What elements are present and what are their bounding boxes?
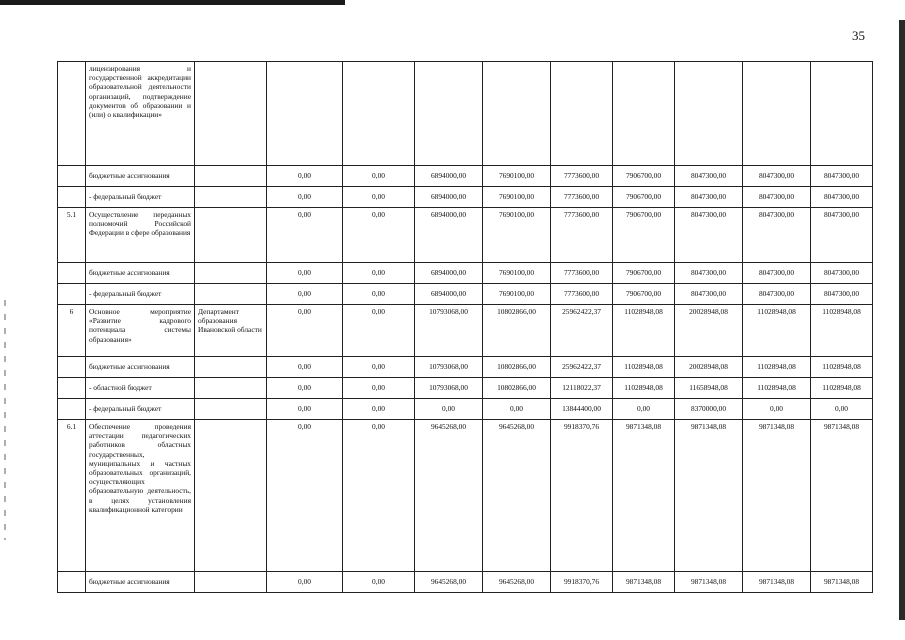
row-value-cell: 25962422,37 [551,305,613,357]
row-value-cell: 7690100,00 [483,187,551,208]
row-description-cell: - федеральный бюджет [86,399,195,420]
scan-edge-right [899,20,905,620]
row-description-cell: Основное мероприятие «Развитие кадрового потенциала системы образования» [86,305,195,357]
row-value-cell: 6894000,00 [415,284,483,305]
row-code-cell [58,166,86,187]
row-value-cell: 8047300,00 [811,208,873,263]
row-code-cell [58,263,86,284]
table-row [58,399,873,420]
row-description-cell: - областной бюджет [86,378,195,399]
row-value-cell: 7906700,00 [613,263,675,284]
row-value-cell: 11028948,08 [613,357,675,378]
row-value-cell: 7690100,00 [483,263,551,284]
row-value-cell: 8047300,00 [743,208,811,263]
row-value-cell: 11028948,08 [613,378,675,399]
row-value-cell: 7773600,00 [551,187,613,208]
row-value-cell: 9871348,08 [675,572,743,593]
row-value-cell: 0,00 [343,357,415,378]
row-responsible-cell [195,284,267,305]
row-value-cell: 9918370,76 [551,572,613,593]
row-value-cell: 0,00 [343,378,415,399]
row-value-cell: 9645268,00 [415,572,483,593]
row-responsible-cell [195,187,267,208]
row-value-cell: 7773600,00 [551,263,613,284]
row-value-cell: 11028948,08 [613,305,675,357]
table-row [58,208,873,263]
row-value-cell: 0,00 [267,166,343,187]
row-responsible-cell [195,166,267,187]
row-value-cell: 10793068,00 [415,378,483,399]
row-value-cell: 6894000,00 [415,263,483,284]
row-value-cell: 8047300,00 [811,263,873,284]
row-code-cell [58,378,86,399]
row-responsible-cell [195,378,267,399]
row-value-cell [483,62,551,166]
row-code-cell [58,572,86,593]
row-code-cell: 5.1 [58,208,86,263]
row-value-cell: 0,00 [483,399,551,420]
row-value-cell: 9645268,00 [415,420,483,572]
row-value-cell: 25962422,37 [551,357,613,378]
row-value-cell: 0,00 [343,572,415,593]
row-value-cell: 0,00 [267,187,343,208]
row-value-cell [811,62,873,166]
row-value-cell: 8047300,00 [675,187,743,208]
row-value-cell: 0,00 [415,399,483,420]
row-value-cell: 6894000,00 [415,166,483,187]
row-value-cell: 8047300,00 [743,284,811,305]
table-row [58,420,873,572]
row-responsible-cell [195,357,267,378]
row-value-cell: 0,00 [343,187,415,208]
row-value-cell: 8047300,00 [743,166,811,187]
row-value-cell: 20028948,08 [675,357,743,378]
row-value-cell: 8047300,00 [675,208,743,263]
row-value-cell [267,62,343,166]
row-value-cell: 7773600,00 [551,166,613,187]
row-value-cell: 10793068,00 [415,357,483,378]
row-value-cell: 6894000,00 [415,187,483,208]
row-responsible-cell: Департамент образования Ивановской области [195,305,267,357]
row-value-cell: 8047300,00 [811,284,873,305]
row-value-cell: 9871348,08 [613,572,675,593]
table-row [58,187,873,208]
row-value-cell: 0,00 [267,572,343,593]
row-value-cell: 10802866,00 [483,357,551,378]
row-value-cell: 10793068,00 [415,305,483,357]
row-value-cell: 0,00 [267,208,343,263]
row-value-cell: 0,00 [343,420,415,572]
table-row [58,284,873,305]
row-responsible-cell [195,420,267,572]
row-value-cell: 7690100,00 [483,208,551,263]
row-value-cell: 0,00 [343,305,415,357]
row-value-cell: 0,00 [343,399,415,420]
row-value-cell: 20028948,08 [675,305,743,357]
row-responsible-cell [195,208,267,263]
row-value-cell: 8047300,00 [743,187,811,208]
row-value-cell: 0,00 [267,284,343,305]
row-value-cell: 7906700,00 [613,208,675,263]
row-value-cell: 11028948,08 [811,357,873,378]
row-value-cell: 11028948,08 [811,378,873,399]
row-value-cell: 0,00 [267,263,343,284]
row-value-cell: 0,00 [343,208,415,263]
row-value-cell: 9871348,08 [811,420,873,572]
row-responsible-cell [195,399,267,420]
row-value-cell: 11028948,08 [743,378,811,399]
row-value-cell: 7690100,00 [483,166,551,187]
row-value-cell: 0,00 [811,399,873,420]
row-description-cell: Осуществление переданных полномочий Российской Федерации в сфере образования [86,208,195,263]
row-description-cell: - федеральный бюджет [86,187,195,208]
row-description-cell: бюджетные ассигнования [86,572,195,593]
row-code-cell [58,399,86,420]
row-value-cell: 7906700,00 [613,187,675,208]
row-value-cell [415,62,483,166]
scan-noise-left [4,300,6,540]
row-code-cell [58,187,86,208]
row-responsible-cell [195,62,267,166]
row-description-cell: Обеспечение проведения аттестации педагогических работников областных государственных, муниципальных и частных образовательных организаций, осуществляющих образовательную деятельность, в целях установления квалификационной категории [86,420,195,572]
row-responsible-cell [195,263,267,284]
row-value-cell: 11028948,08 [811,305,873,357]
row-value-cell: 0,00 [343,284,415,305]
row-description-cell: бюджетные ассигнования [86,263,195,284]
table-row [58,62,873,166]
row-code-cell: 6.1 [58,420,86,572]
row-value-cell: 11028948,08 [743,305,811,357]
row-value-cell: 9871348,08 [675,420,743,572]
scan-edge-top [0,0,345,5]
row-value-cell: 0,00 [267,305,343,357]
row-value-cell: 9871348,08 [811,572,873,593]
row-responsible-cell [195,572,267,593]
table-row [58,263,873,284]
row-value-cell: 9871348,08 [743,572,811,593]
table-row [58,378,873,399]
row-value-cell: 8047300,00 [675,284,743,305]
row-value-cell: 0,00 [267,378,343,399]
row-value-cell: 0,00 [267,357,343,378]
row-code-cell [58,62,86,166]
row-description-cell: бюджетные ассигнования [86,166,195,187]
row-value-cell [613,62,675,166]
row-value-cell [743,62,811,166]
row-value-cell [551,62,613,166]
row-value-cell: 13844400,00 [551,399,613,420]
row-value-cell: 10802866,00 [483,378,551,399]
row-value-cell: 0,00 [743,399,811,420]
row-description-cell: - федеральный бюджет [86,284,195,305]
row-value-cell: 0,00 [343,166,415,187]
row-code-cell: 6 [58,305,86,357]
row-value-cell: 8047300,00 [811,187,873,208]
row-value-cell: 9918370,76 [551,420,613,572]
table-row [58,572,873,593]
page-number: 35 [852,28,865,43]
row-value-cell: 6894000,00 [415,208,483,263]
row-value-cell: 8047300,00 [675,166,743,187]
budget-table [57,61,873,593]
row-value-cell: 9871348,08 [743,420,811,572]
row-value-cell: 9871348,08 [613,420,675,572]
row-value-cell: 8047300,00 [675,263,743,284]
table-row [58,357,873,378]
row-value-cell [343,62,415,166]
row-value-cell: 11028948,08 [743,357,811,378]
row-value-cell: 8370000,00 [675,399,743,420]
row-value-cell: 9645268,00 [483,572,551,593]
row-value-cell: 10802866,00 [483,305,551,357]
row-value-cell: 8047300,00 [743,263,811,284]
row-value-cell: 11658948,08 [675,378,743,399]
row-description-cell: лицензирования и государственной аккредитации образовательной деятельности организаций, подтверждение документов об образовании и (или) о квалификации» [86,62,195,166]
row-value-cell: 8047300,00 [811,166,873,187]
row-value-cell: 7773600,00 [551,208,613,263]
row-value-cell: 7690100,00 [483,284,551,305]
row-value-cell [675,62,743,166]
row-code-cell [58,357,86,378]
row-value-cell: 7773600,00 [551,284,613,305]
row-value-cell: 12118022,37 [551,378,613,399]
row-code-cell [58,284,86,305]
table-row [58,166,873,187]
table-row [58,305,873,357]
row-value-cell: 0,00 [613,399,675,420]
row-value-cell: 0,00 [267,420,343,572]
row-description-cell: бюджетные ассигнования [86,357,195,378]
row-value-cell: 9645268,00 [483,420,551,572]
row-value-cell: 7906700,00 [613,284,675,305]
row-value-cell: 0,00 [267,399,343,420]
row-value-cell: 0,00 [343,263,415,284]
row-value-cell: 7906700,00 [613,166,675,187]
